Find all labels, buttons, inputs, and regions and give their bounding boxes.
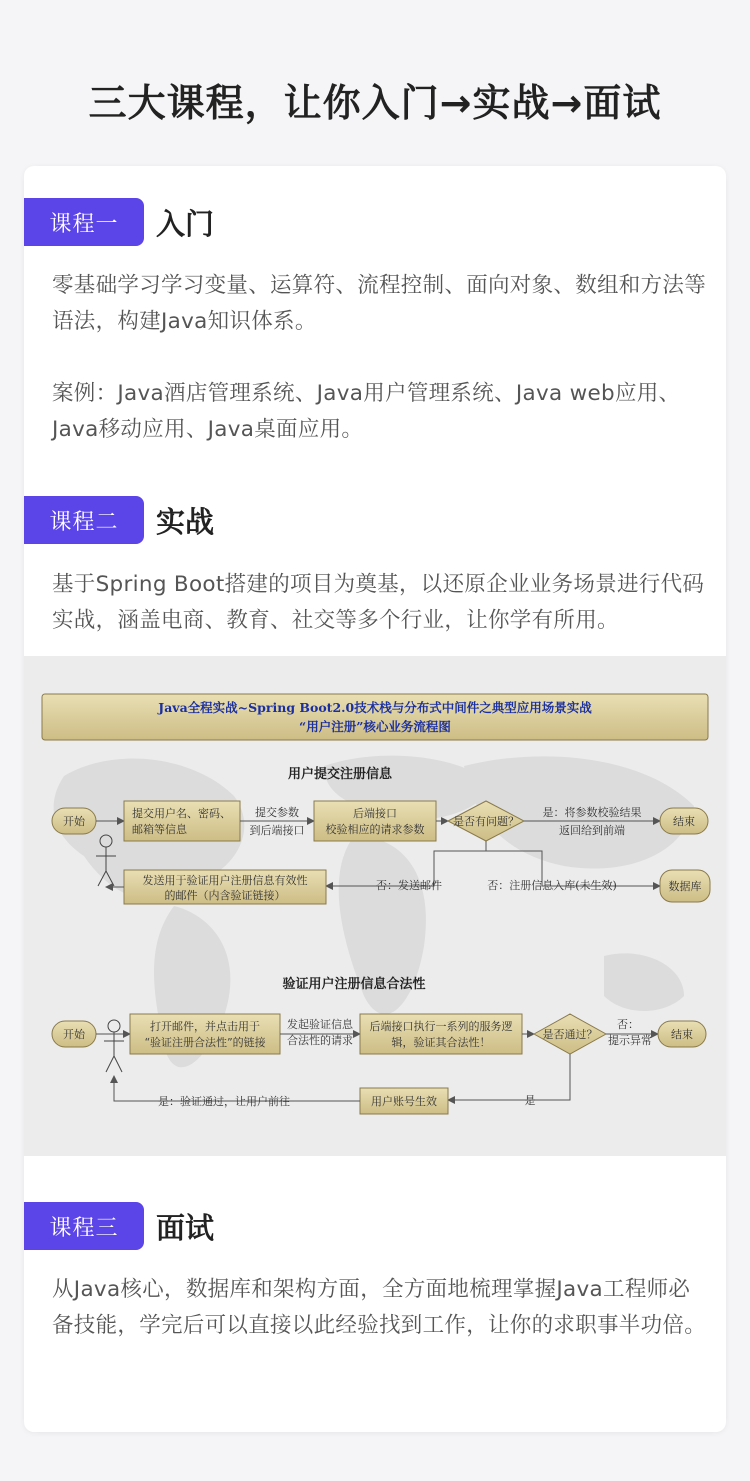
course-2-desc: 基于Spring Boot搭建的项目为奠基，以还原企业业务场景进行代码实战，涵盖电商、教育、社交等多个行业，让你学有所用。 [52, 572, 705, 633]
svg-text:发送用于验证用户注册信息有效性: 发送用于验证用户注册信息有效性 [142, 874, 308, 887]
course-1-cases: 案例：Java酒店管理系统、Java用户管理系统、Java web应用、Java移动应用、Java桌面应用。 [52, 381, 681, 442]
svg-text:提示异常: 提示异常 [608, 1034, 652, 1047]
svg-text:是: 是 [524, 1094, 536, 1107]
svg-text:开始: 开始 [63, 815, 85, 828]
svg-text:提交参数: 提交参数 [255, 806, 299, 819]
course-3-header [24, 1200, 214, 1252]
svg-text:发起验证信息: 发起验证信息 [287, 1018, 353, 1031]
course-3-name: 面试 [156, 1210, 215, 1245]
course-2-header [24, 494, 214, 546]
flow2-title: 验证用户注册信息合法性 [282, 977, 426, 992]
course-1-badge: 课程一 [24, 198, 144, 246]
svg-text:“验证注册合法性”的链接: “验证注册合法性”的链接 [144, 1036, 266, 1049]
svg-text:提交用户名、密码、: 提交用户名、密码、 [132, 807, 231, 820]
svg-text:是否有问题？: 是否有问题？ [453, 815, 519, 828]
svg-text:打开邮件，并点击用于: 打开邮件，并点击用于 [150, 1020, 260, 1033]
svg-text:邮箱等信息: 邮箱等信息 [132, 823, 187, 836]
svg-text:合法性的请求: 合法性的请求 [287, 1034, 353, 1047]
flow2-user-figure [104, 1020, 124, 1072]
page-title: 三大课程，让你入门→实战→面试 [88, 81, 662, 125]
svg-text:否：: 否： [617, 1018, 639, 1031]
svg-text:开始: 开始 [63, 1028, 85, 1041]
svg-text:后端接口: 后端接口 [353, 807, 397, 820]
course-2-name: 实战 [156, 504, 215, 539]
flowchart-header-line1: Java全程实战~Spring Boot2.0技术栈与分布式中间件之典型应用场景实战 [158, 700, 592, 715]
svg-text:后端接口执行一系列的服务逻: 后端接口执行一系列的服务逻 [369, 1020, 513, 1033]
svg-text:结束: 结束 [671, 1028, 693, 1041]
flow1-title: 用户提交注册信息 [287, 767, 393, 782]
course-3-badge: 课程三 [24, 1202, 144, 1250]
course-2-badge: 课程二 [24, 496, 144, 544]
course-1-name: 入门 [156, 206, 215, 241]
svg-text:校验相应的请求参数: 校验相应的请求参数 [325, 823, 425, 836]
flowchart-image [24, 656, 726, 1156]
svg-text:结束: 结束 [673, 815, 695, 828]
svg-text:否：发送邮件: 否：发送邮件 [376, 879, 442, 892]
course-card [24, 166, 726, 1432]
svg-text:是否通过？: 是否通过？ [542, 1028, 598, 1041]
course-3-desc: 从Java核心，数据库和架构方面，全方面地梳理掌握Java工程师必备技能，学完后可以直接以此经验找到工作，让你的求职事半功倍。 [52, 1277, 707, 1338]
svg-text:返回给到前端: 返回给到前端 [559, 824, 625, 837]
svg-text:是：验证通过，让用户前往: 是：验证通过，让用户前往 [158, 1095, 290, 1108]
flowchart-svg [24, 656, 726, 1156]
svg-text:的邮件（内含验证链接）: 的邮件（内含验证链接） [164, 889, 286, 902]
svg-text:否：注册信息入库(未生效): 否：注册信息入库(未生效) [487, 879, 617, 892]
svg-text:用户账号生效: 用户账号生效 [371, 1095, 437, 1108]
svg-text:是：将参数校验结果: 是：将参数校验结果 [542, 806, 642, 819]
course-1-desc: 零基础学习学习变量、运算符、流程控制、面向对象、数组和方法等语法，构建Java知识体系。 [52, 273, 707, 334]
svg-text:辑，验证其合法性！: 辑，验证其合法性！ [391, 1036, 491, 1049]
svg-text:数据库: 数据库 [668, 880, 702, 893]
course-1-header [24, 196, 214, 248]
flowchart-header-line2: “用户注册”核心业务流程图 [299, 719, 451, 734]
svg-text:到后端接口: 到后端接口 [249, 824, 305, 837]
